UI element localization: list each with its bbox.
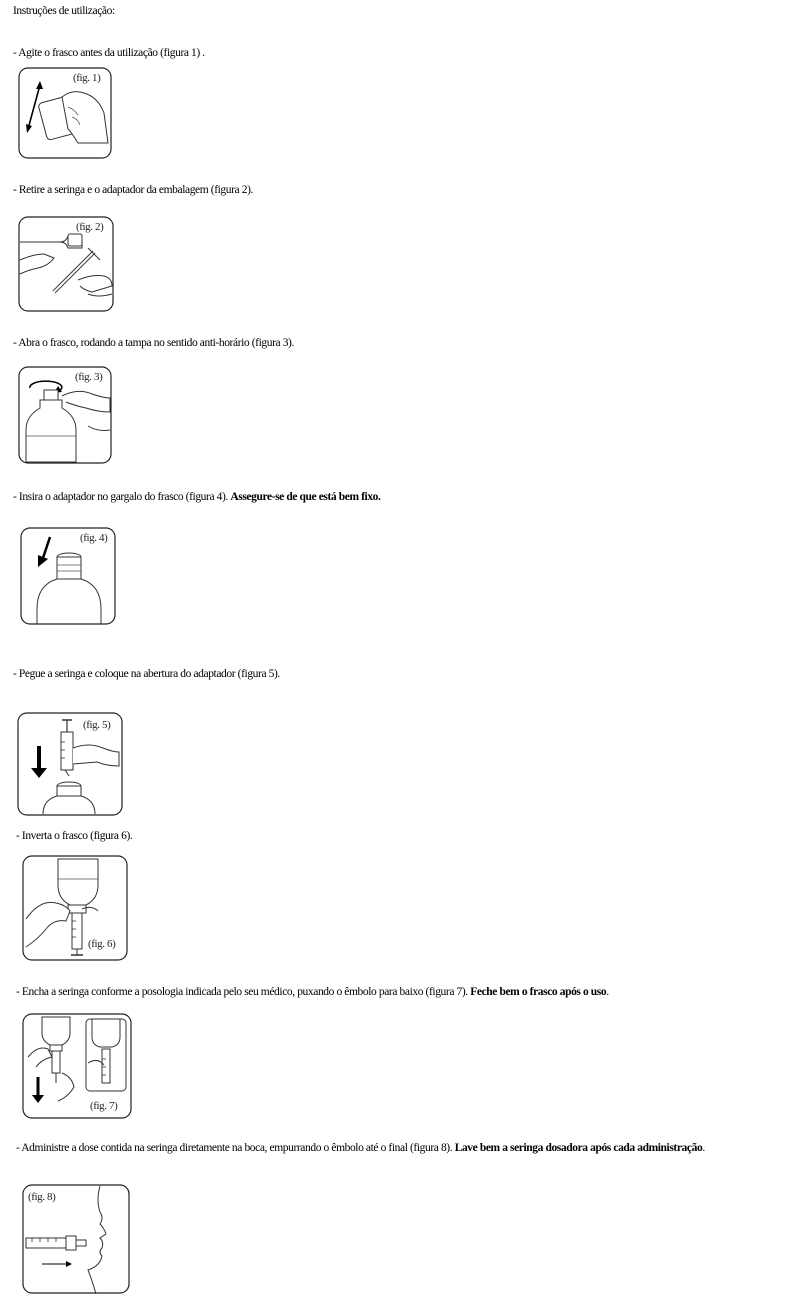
figure-2 xyxy=(18,216,114,312)
figure-3-label: (fig. 3) xyxy=(75,371,103,383)
figure-5-label: (fig. 5) xyxy=(83,719,111,731)
figure-6-label: (fig. 6) xyxy=(88,938,116,950)
figure-8 xyxy=(22,1184,130,1294)
figure-5 xyxy=(17,712,123,816)
step-5-text: - Pegue a seringa e coloque na abertura do adaptador (figura 5). xyxy=(13,668,280,680)
figure-8-label: (fig. 8) xyxy=(28,1191,56,1203)
administer-dose-icon xyxy=(22,1184,130,1294)
step-7-text: - Encha a seringa conforme a posologia indicada pelo seu médico, puxando o êmbolo para baixo (figura 7). Feche bem o frasco após o uso. xyxy=(16,986,609,998)
step-7-warning: Feche bem o frasco após o uso xyxy=(470,986,607,998)
attach-syringe-icon xyxy=(17,712,123,816)
figure-4 xyxy=(20,527,116,625)
figure-3 xyxy=(18,366,112,464)
step-2-text: - Retire a seringa e o adaptador da embalagem (figura 2). xyxy=(13,184,253,196)
open-cap-icon xyxy=(18,366,112,464)
step-8-warning: Lave bem a seringa dosadora após cada administração xyxy=(454,1142,703,1154)
page-heading: Instruções de utilização: xyxy=(13,5,115,17)
figure-2-label: (fig. 2) xyxy=(76,221,104,233)
insert-adapter-icon xyxy=(20,527,116,625)
step-3-text: - Abra o frasco, rodando a tampa no sentido anti-horário (figura 3). xyxy=(13,337,294,349)
shake-bottle-icon xyxy=(18,67,112,159)
step-4-warning: Assegure-se de que está bem fixo. xyxy=(230,491,381,503)
invert-bottle-icon xyxy=(22,855,128,961)
figure-6 xyxy=(22,855,128,961)
figure-7-label: (fig. 7) xyxy=(90,1100,118,1112)
remove-syringe-adapter-icon xyxy=(18,216,114,312)
fill-syringe-icon xyxy=(22,1013,132,1119)
figure-1-label: (fig. 1) xyxy=(73,72,101,84)
figure-4-label: (fig. 4) xyxy=(80,532,108,544)
figure-1 xyxy=(18,67,112,159)
step-4-text: - Insira o adaptador no gargalo do frasco (figura 4). Assegure-se de que está bem fixo. xyxy=(13,491,381,503)
step-1-text: - Agite o frasco antes da utilização (figura 1) . xyxy=(13,47,205,59)
step-8-text: - Administre a dose contida na seringa diretamente na boca, empurrando o êmbolo até o final (figura 8). Lave bem a seringa dosadora após cada administração. xyxy=(16,1142,705,1154)
step-6-text: - Inverta o frasco (figura 6). xyxy=(16,830,133,842)
figure-7 xyxy=(22,1013,132,1119)
